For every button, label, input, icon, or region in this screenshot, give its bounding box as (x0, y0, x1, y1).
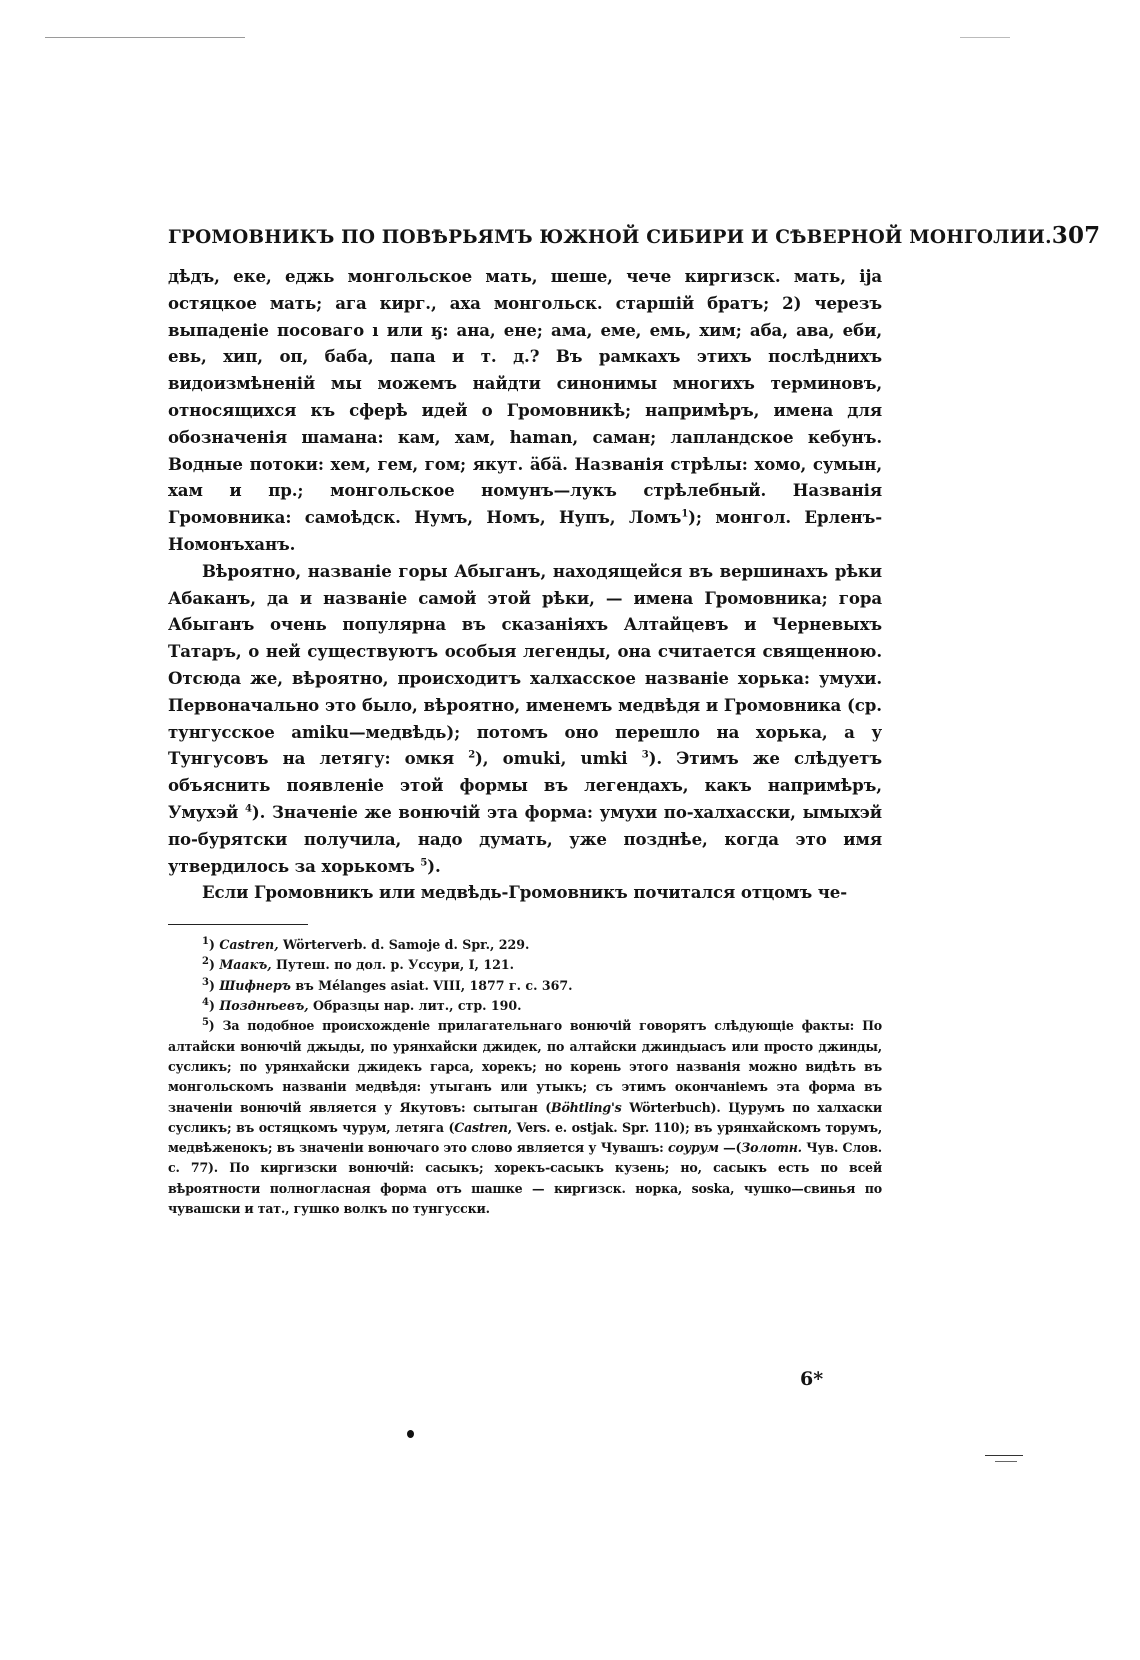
running-head-title: ГРОМОВНИКЪ ПО ПОВѢРЬЯМЪ ЮЖНОЙ СИБИРИ И СѢВЕРНОЙ МОНГОЛИИ. (168, 227, 1052, 248)
footnote-1-mark: 1 (202, 935, 209, 947)
paragraph-1-text: дѣдъ, еке, еджь монгольское мать, шеше, чече киргизск. мать, ija остяцкое мать; ага кирг., аха монгольск. старшій братъ; 2) черезъ выпаденіе посоваго ı или ӄ: ана, ене; ама, еме, емь, хим; аба, ава, еби, евь, хип, оп, баба, папа и т. д.? Въ рамкахъ этихъ послѣднихъ видоизмѣненій мы можемъ найдти синонимы многихъ терминовъ, относящихся къ сферѣ идей о Громовникѣ; напримѣръ, имена для обозначенія шамана: кам, хам, haman, саман; лапландское кебунъ. Водные потоки: хем, гем, гом; якут. äбä. Названія стрѣлы: хомо, сумын, хам и пр.; монгольское номунъ—лукъ стрѣлебный. Названія Громовника: самоѣдск. Нумъ, Номъ, Нупъ, Ломъ (168, 266, 882, 528)
footnote-5-text-d: —( (718, 1140, 742, 1156)
paragraph-3: Если Громовникъ или медвѣдь-Громовникъ почитался отцомъ че- (202, 882, 848, 903)
scan-corner-line (985, 1455, 1023, 1456)
footnote-3-author: Шифнеръ (219, 977, 291, 993)
footnote-ref-2: 2 (468, 749, 476, 761)
paragraph-2-text-d: ). Значеніе же вонючій эта форма: умухи по-халхасски, ымыхэй по-бурятски получила, надо думать, уже позднѣе, когда это имя утвердилось за хорькомъ (168, 801, 882, 876)
footnote-5-italic-4: Золотн. (741, 1140, 802, 1156)
footnote-1-author: Castren, (219, 937, 279, 953)
footnote-3-mark: 3 (202, 976, 209, 988)
footnote-5: $^5$) За подобное происхожденіе прилагательнаго вонючій говорятъ слѣдующіе факты: По алтайски вонючій джыды, по урянхайски джидек, по алтайски джиндыасъ или просто джинды, сусликъ; по урянхайски джидекъ гарса, хорекъ; но корень этого названія можно видѣть въ монгольскомъ названіи медвѣдя: утыганъ или утыкъ; съ этимъ окончаніемъ эта форма въ значеніи вонючій является у Якутовъ: сытыган (Böhtling's Wörterbuch). Цурумъ по халхаски сусликъ; въ остяцкомъ чурум, летяга (Castren, Vers. e. ostjak. Spr. 110); въ урянхайскомъ торумъ, медвѣженокъ; въ значеніи вонючаго это слово является у Чувашъ: соурум —(Золотн. Чув. Слов. с. 77). По киргизски вонючій: сасыкъ; хорекъ-сасыкъ кузень; но, сасыкъ есть по всей вѣроятности полногласная форма отъ шашке — киргизск. норка, soska, чушко—свинья по чувашски и тат., гушко волкъ по тунгусски. (168, 1017, 883, 1216)
body-text (168, 263, 882, 906)
footnote-1: $^1$) Castren, Wörterverb. d. Samoje d. Spr., 229. (202, 935, 530, 953)
footnote-2-text: Путеш. по дол. р. Уссури, I, 121. (276, 957, 514, 973)
footnote-ref-3: 3 (641, 749, 649, 761)
footnote-3: $^3$) Шифнеръ въ Mélanges asiat. VIII, 1877 г. с. 367. (202, 976, 573, 993)
footnote-ref-1: 1 (681, 508, 689, 520)
footnote-2-mark: 2 (202, 956, 209, 968)
ink-dot (407, 1430, 414, 1438)
footnote-5-mark: 5 (202, 1017, 209, 1029)
footnote-4-text: Образцы нар. лит., стр. 190. (313, 998, 522, 1014)
footnote-5-italic-2: Castren (454, 1119, 508, 1135)
footnote-ref-5: 5 (420, 857, 428, 868)
footnotes (168, 935, 882, 1219)
footnote-ref-4: 4 (244, 803, 252, 815)
footnote-3-text: въ Mélanges asiat. VIII, 1877 г. с. 367. (295, 977, 573, 993)
footnote-4-author: Позднѣевъ, (219, 998, 309, 1014)
paragraph-2-text-e: ). (427, 855, 441, 876)
footnote-5-text-b: Wörterbuch). Цурумъ по халхаски сусликъ; въ остяцкомъ чурум, летяга ( (168, 1099, 882, 1135)
footnote-divider (168, 924, 308, 925)
page-number: 307 (1051, 222, 1101, 249)
paragraph-2-text-a: Вѣроятно, названіе горы Абыганъ, находящейся въ вершинахъ рѣки Абаканъ, да и названіе самой этой рѣки, — имена Громовника; гора Абыганъ очень популярна въ сказаніяхъ Алтайцевъ и Черневыхъ Татаръ, о ней существуютъ особыя легенды, она считается священною. Отсюда же, вѣроятно, происходитъ халхасское названіе хорька: умухи. Первоначально это было, вѣроятно, именемъ медвѣдя и Громовника (ср. тунгусское amiku—медвѣдь); потомъ оно перешло на хорька, а у Тунгусовъ на летягу: омкя (168, 560, 882, 769)
paragraph-2-text-c: ). Этимъ же слѣдуетъ объяснить появленіе этой формы въ легендахъ, какъ напримѣръ, Умухэй (168, 748, 882, 822)
footnote-1-text: Wörterverb. d. Samoje d. Spr., 229. (282, 937, 530, 953)
paragraph-1-tail: ); монгол. Ерленъ-Номонъханъ. (168, 507, 882, 554)
running-head (168, 222, 1101, 249)
footnote-5-italic-3: соурум (668, 1140, 719, 1156)
scan-edge-line-right (960, 37, 1010, 38)
signature-mark: 6* (800, 1368, 824, 1390)
paragraph-2 (168, 558, 882, 880)
footnote-5-text-e: Чув. Слов. с. 77). По киргизски вонючій: сасыкъ; хорекъ-сасыкъ кузень; но, сасыкъ есть по всей вѣроятности полногласная форма отъ шашке — киргизск. норка, soska, чушко—свинья по чувашски и тат., гушко волкъ по тунгусски. (168, 1140, 882, 1216)
book-page (168, 222, 1101, 1219)
footnote-4: $^4$) Позднѣевъ, Образцы нар. лит., стр. 190. (202, 996, 522, 1014)
paragraph-1 (168, 263, 882, 558)
paragraph-2-text-b: ), omuki, umki (475, 748, 628, 769)
scan-corner-line-2 (995, 1461, 1017, 1462)
footnote-2: $^2$) Маакъ, Путеш. по дол. р. Уссури, I, 121. (202, 956, 514, 973)
footnote-5-italic-1: Böhtling's (551, 1099, 622, 1115)
footnote-2-author: Маакъ, (219, 957, 272, 973)
footnote-5-text-a: За подобное происхожденіе прилагательнаго вонючій говорятъ слѣдующіе факты: По алтайски вонючій джыды, по урянхайски джидек, по алтайски джиндыасъ или просто джинды, сусликъ; по урянхайски джидекъ гарса, хорекъ; но корень этого названія можно видѣть въ монгольскомъ названіи медвѣдя: утыганъ или утыкъ; съ этимъ окончаніемъ эта форма въ значеніи вонючій является у Якутовъ: сытыган ( (168, 1018, 882, 1115)
footnote-4-mark: 4 (202, 996, 209, 1008)
scan-edge-line (45, 37, 245, 38)
footnote-5-text-c: , Vers. e. ostjak. Spr. 110); въ урянхайскомъ торумъ, медвѣженокъ; въ значеніи вонючаго это слово является у Чувашъ: (168, 1119, 883, 1156)
